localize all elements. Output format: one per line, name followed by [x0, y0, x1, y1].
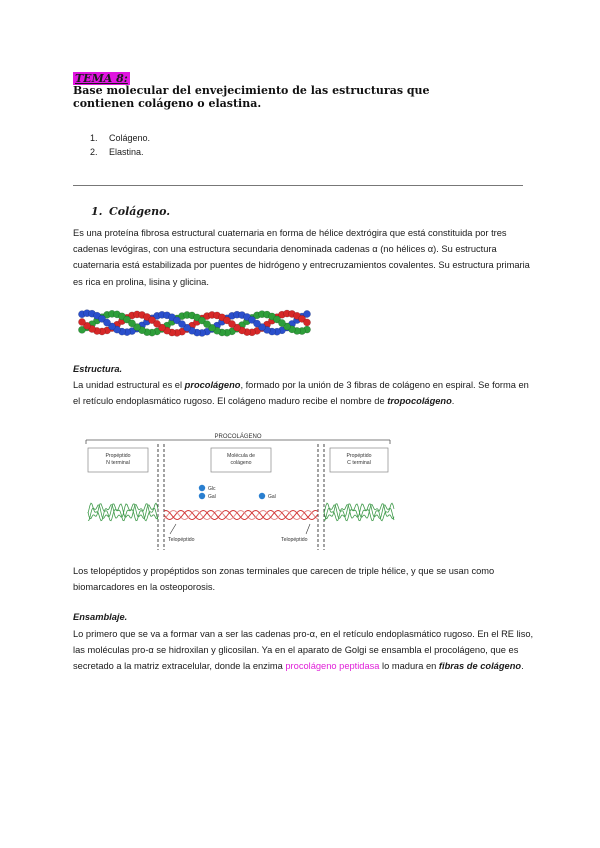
- text-run: La unidad estructural es el: [73, 380, 185, 390]
- text-run: .: [521, 661, 524, 672]
- glc-label: Glc: [208, 486, 216, 492]
- glc-sugar-icon: [199, 485, 205, 491]
- helix-bead: [278, 319, 285, 326]
- procollagen-diagram: [78, 430, 398, 552]
- helix-bead: [303, 319, 310, 326]
- helix-bead: [228, 320, 235, 327]
- document-title: Base molecular del envejecimiento de las estructuras que contienen colágeno o elastina.: [73, 84, 430, 110]
- helix-bead: [78, 318, 85, 325]
- text-run: Lo primero que se va a formar van a ser las cadenas pro-α, en el retículo endoplasmático rugoso. En el RE liso, las moléculas pro-α se hidroxilan y glicosilan. Ya en el aparato de Golgi se ensambla el procolágeno, que es secretado a la matriz extracelular, donde la enzima: [73, 629, 534, 672]
- text-run: .: [451, 396, 455, 407]
- helix-bead: [153, 320, 160, 327]
- section-divider: [73, 185, 523, 186]
- box-collagen-label: Molécula de colágeno: [227, 453, 255, 466]
- estructura-heading: Estructura.: [73, 364, 123, 374]
- tema-label: TEMA 8:: [75, 72, 128, 85]
- telopeptide-pointer-left: [170, 524, 176, 534]
- propeptide-n-squiggle: [88, 503, 158, 521]
- diagram-title: PROCOLÁGENO: [214, 434, 262, 440]
- term-procolageno: procolágeno: [184, 380, 241, 390]
- toc-item-number: 2.: [90, 147, 98, 157]
- term-tropocolageno: tropocolágeno: [387, 396, 452, 407]
- toc-item-label: Colágeno.: [109, 133, 151, 143]
- intro-paragraph: Es una proteína fibrosa estructural cuaternaria en forma de hélice dextrógira que está constituida por tres cadenas levógiras, con una estructura secundaria denominada cadenas α (no hélices α). Su estructura cuaternaria está estabilizada por puentes de hidrógeno y entrecruzamientos covalentes. Su estructura primaria es rica en prolina, lisina y glicina.: [73, 228, 530, 287]
- ensamblaje-paragraph: [73, 626, 535, 675]
- term-fibras-colageno: fibras de colágeno: [438, 661, 522, 672]
- gal-sugar-icon: [199, 493, 205, 499]
- toc-item: [90, 145, 150, 159]
- box-n-terminal-label: Propéptido N terminal: [105, 453, 131, 466]
- collagen-helix-image: [78, 300, 318, 344]
- gal-label-right: Gal: [268, 494, 276, 500]
- helix-bead: [178, 320, 185, 327]
- section-heading: [91, 205, 170, 218]
- helix-bead: [253, 320, 260, 327]
- propeptide-c-squiggle: [324, 503, 394, 521]
- estructura-paragraph: [73, 377, 533, 409]
- box-c-terminal-label: Propéptido C terminal: [346, 453, 372, 466]
- ensamblaje-heading: Ensamblaje.: [73, 612, 128, 622]
- triple-helix-strands: [164, 511, 318, 520]
- telopeptide-label-right: Telopéptido: [281, 537, 308, 543]
- gal-sugar-icon-right: [259, 493, 265, 499]
- telopeptide-paragraph: Los telopéptidos y propéptidos son zonas terminales que carecen de triple hélice, y que se usan como biomarcadores en la osteoporosis.: [73, 566, 495, 593]
- section-title: Colágeno.: [109, 205, 171, 218]
- telopeptide-pointer-right: [306, 524, 310, 534]
- section-number: 1.: [91, 205, 103, 218]
- helix-bead: [103, 319, 110, 326]
- toc-item-number: 1.: [90, 133, 98, 143]
- toc-item: [90, 131, 150, 145]
- gal-label: Gal: [208, 494, 216, 500]
- toc-item-label: Elastina.: [109, 147, 144, 157]
- enzyme-name: procolágeno peptidasa: [285, 661, 380, 672]
- helix-bead: [203, 321, 210, 328]
- text-run: , formado por la unión de 3 fibras de colágeno en espiral. Se forma en el retículo endoplasmático rugoso. El colágeno maduro recibe el nombre de: [73, 380, 529, 407]
- telopeptide-label-left: Telopéptido: [168, 537, 195, 543]
- text-run: lo madura en: [379, 661, 439, 672]
- table-of-contents: [90, 131, 150, 159]
- helix-bead: [128, 320, 135, 327]
